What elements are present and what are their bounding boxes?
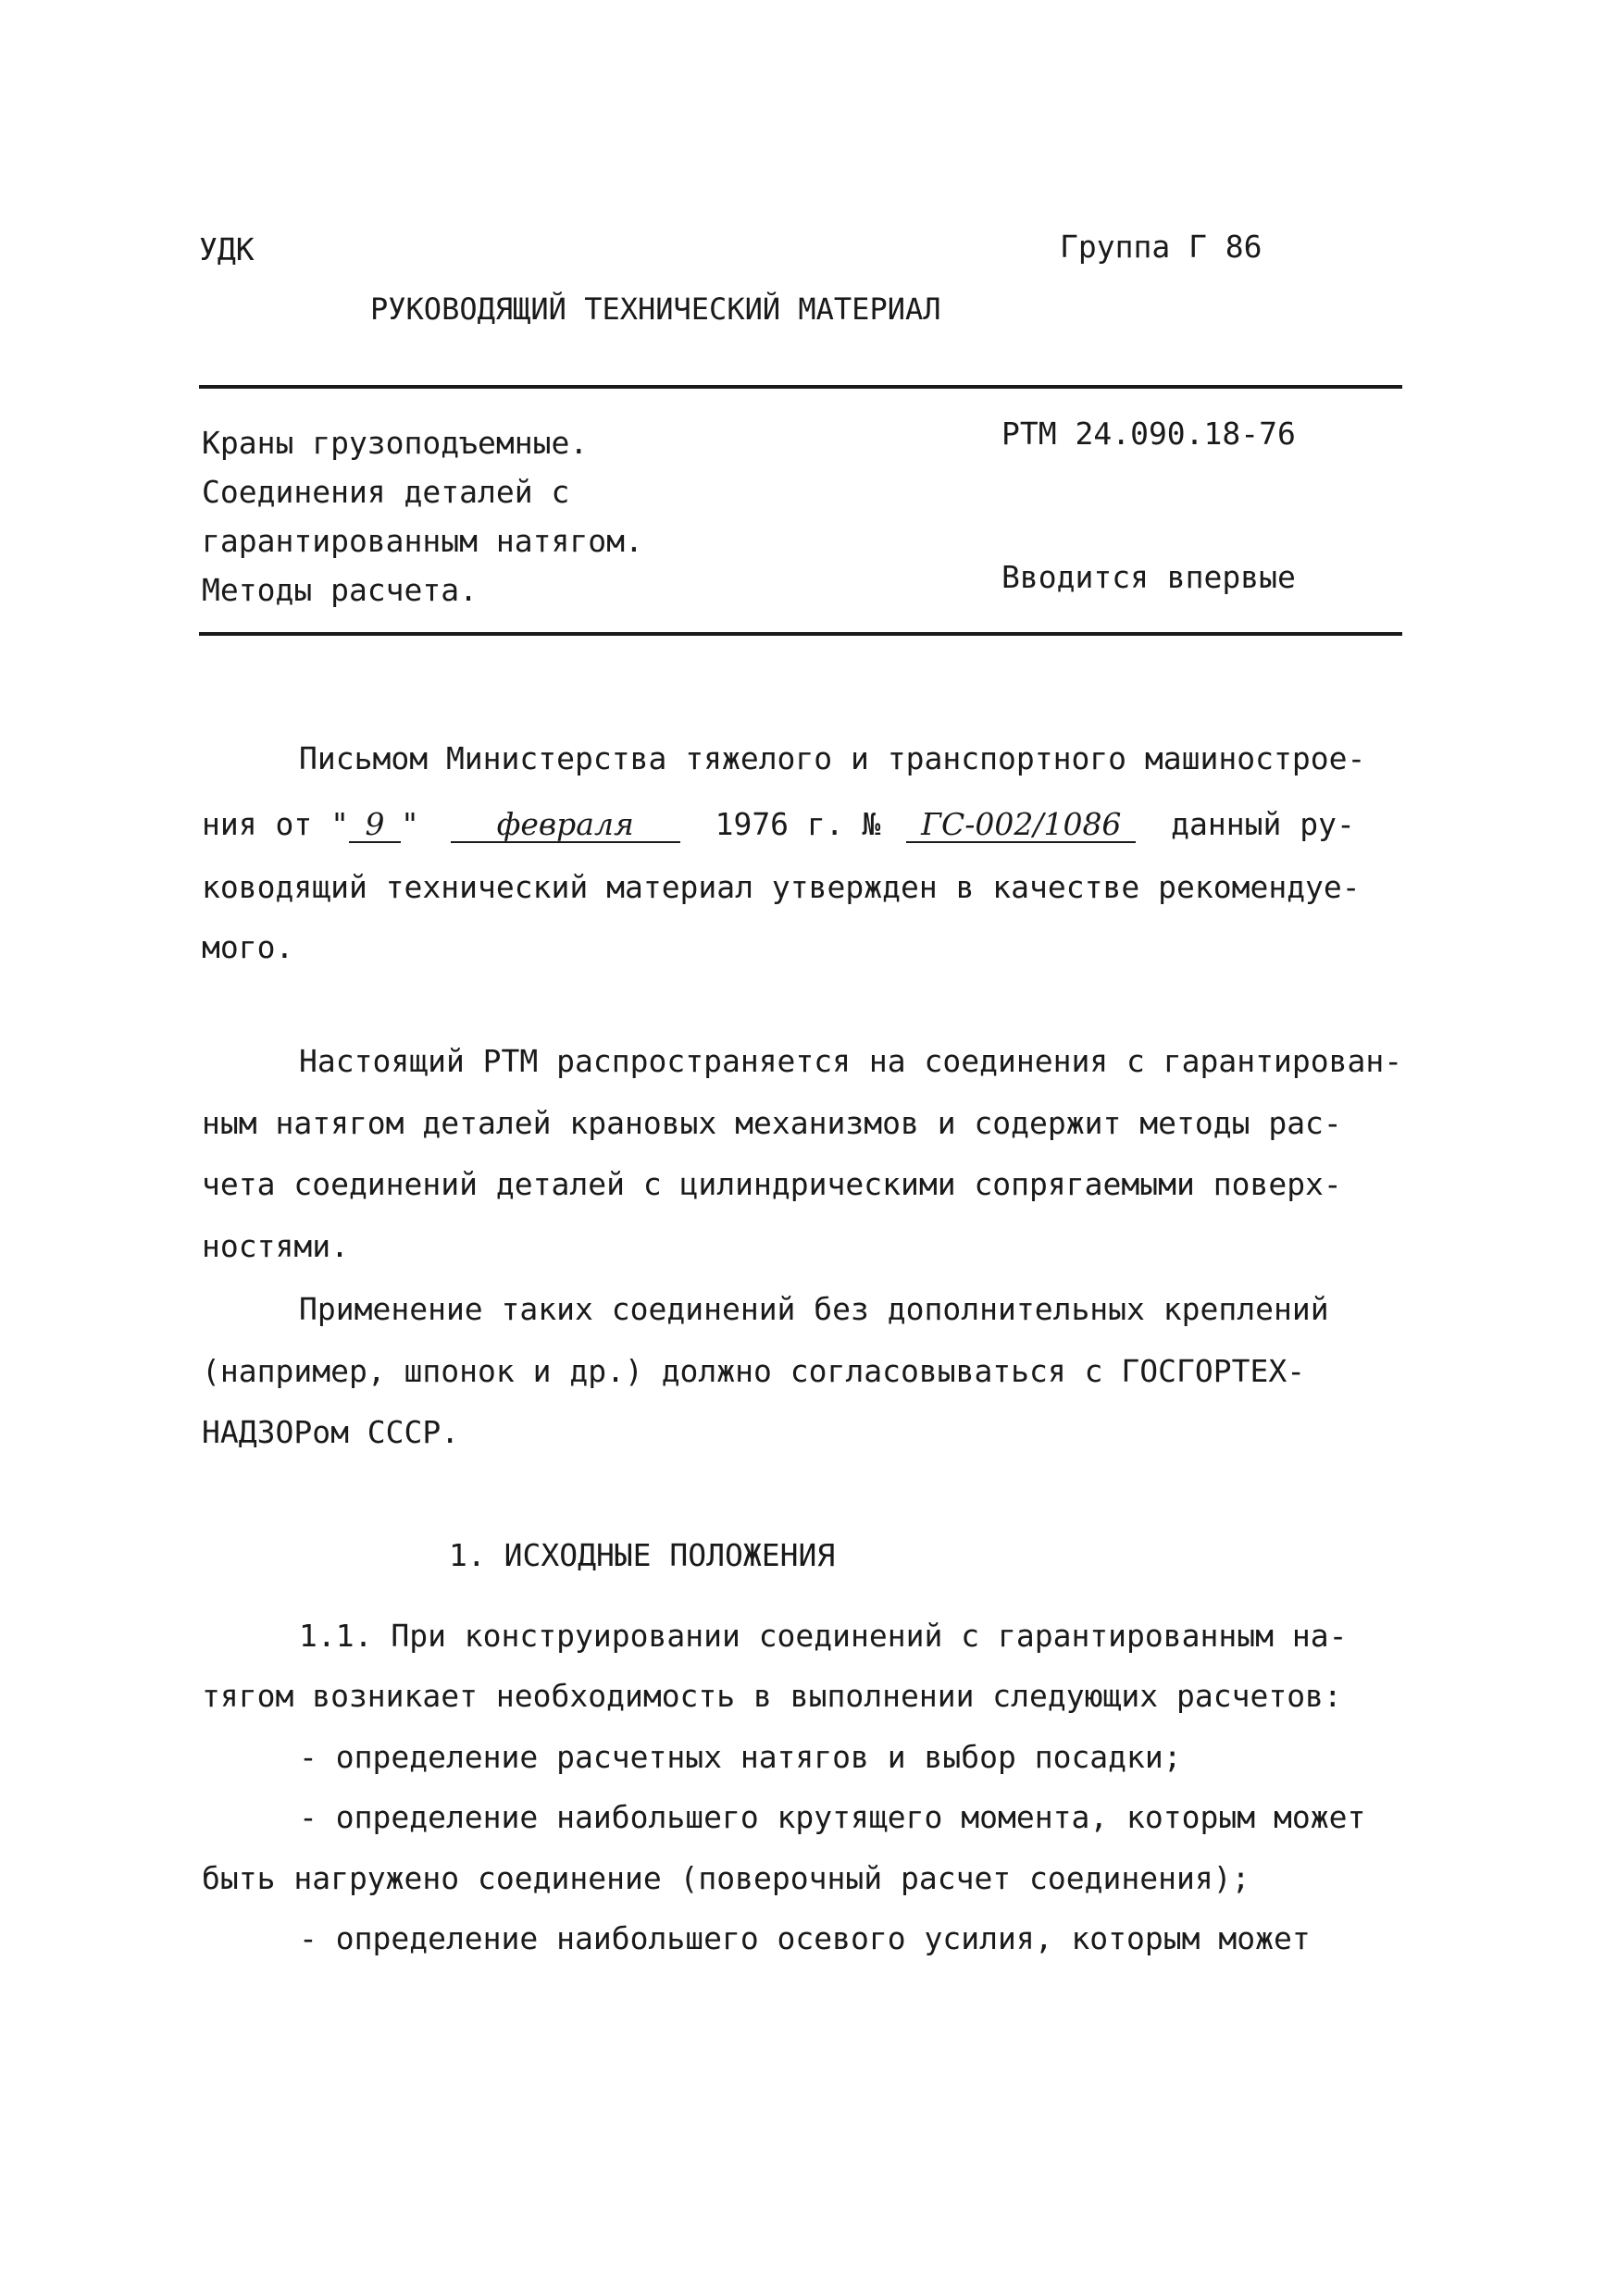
approval-text: " xyxy=(400,806,419,842)
group-label: Группа Г 86 xyxy=(1060,229,1263,265)
approval-text: ния от " xyxy=(202,806,349,842)
document-title xyxy=(202,418,643,614)
scope-line: ностями. xyxy=(202,1228,349,1264)
approval-line: мого. xyxy=(202,929,294,965)
approval-line: Письмом Министерства тяжелого и транспортного машинострое- xyxy=(299,740,1366,776)
section-line: быть нагружено соединение (поверочный расчет соединения); xyxy=(202,1860,1250,1896)
section-list-item: - определение наибольшего крутящего момента, которым может xyxy=(299,1799,1366,1835)
approval-line-with-fields xyxy=(202,808,1355,843)
scope-paragraph xyxy=(0,1043,1617,1286)
application-paragraph xyxy=(0,1291,1617,1479)
title-line: гарантированным натягом. xyxy=(202,523,643,559)
title-line: Краны грузоподъемные. xyxy=(202,425,589,461)
top-rule xyxy=(199,385,1402,389)
approval-number-field: ГС-002/1086 xyxy=(906,808,1136,843)
title-line: Соединения деталей с xyxy=(202,474,570,510)
introduced-status: Вводится впервые xyxy=(1001,559,1296,595)
application-line: (например, шпонок и др.) должно согласовываться с ГОСГОРТЕХ- xyxy=(202,1353,1306,1389)
section-list-item: - определение наибольшего осевого усилия, которым может xyxy=(299,1920,1311,1956)
approval-day-field: 9 xyxy=(349,808,401,843)
scope-line: ным натягом деталей крановых механизмов и содержит методы рас- xyxy=(202,1105,1342,1141)
udk-label: УДК xyxy=(199,231,255,267)
approval-paragraph xyxy=(0,740,1617,984)
section-line: 1.1. При конструировании соединений с гарантированным на- xyxy=(299,1618,1348,1654)
section-body xyxy=(0,1620,1617,1991)
document-type-heading: РУКОВОДЯЩИЙ ТЕХНИЧЕСКИЙ МАТЕРИАЛ xyxy=(370,292,941,327)
approval-year-text: 1976 г. № xyxy=(715,806,881,842)
bottom-rule xyxy=(199,632,1402,636)
document-code: РТМ 24.090.18-76 xyxy=(1001,416,1296,452)
approval-month-field: февраля xyxy=(451,808,680,843)
approval-line: ководящий технический материал утвержден в качестве рекомендуе- xyxy=(202,869,1361,905)
application-line: НАДЗОРом СССР. xyxy=(202,1414,460,1450)
section-list-item: - определение расчетных натягов и выбор посадки; xyxy=(299,1739,1182,1775)
approval-text: данный ру- xyxy=(1171,806,1355,842)
scope-line: чета соединений деталей с цилиндрическими сопрягаемыми поверх- xyxy=(202,1166,1342,1202)
section-heading: 1. ИСХОДНЫЕ ПОЛОЖЕНИЯ xyxy=(449,1537,836,1573)
title-line: Методы расчета. xyxy=(202,572,479,608)
scope-line: Настоящий РТМ распространяется на соединения с гарантирован- xyxy=(299,1043,1403,1079)
application-line: Применение таких соединений без дополнительных креплений xyxy=(299,1291,1329,1327)
section-line: тягом возникает необходимость в выполнении следующих расчетов: xyxy=(202,1678,1342,1714)
